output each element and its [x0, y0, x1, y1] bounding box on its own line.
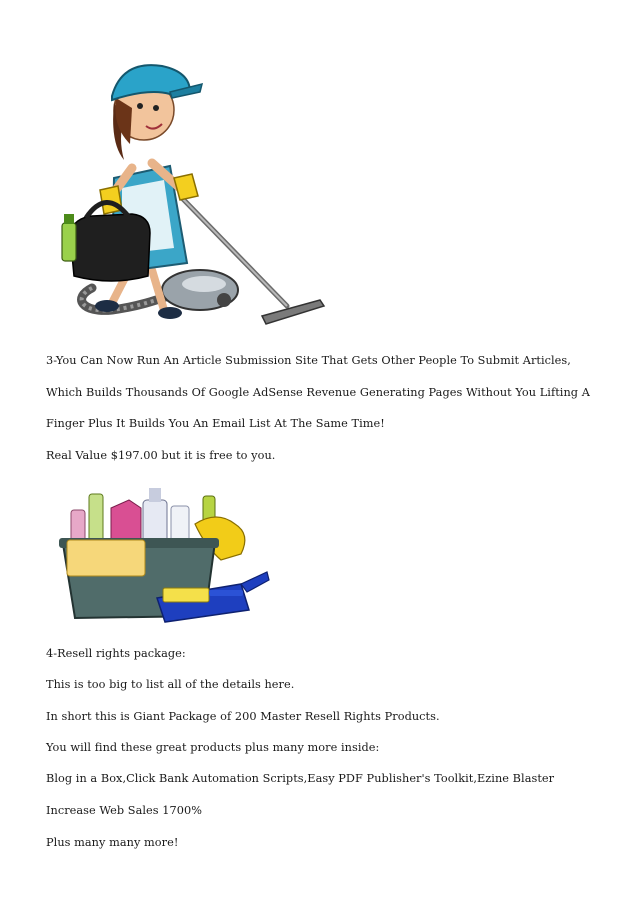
- section3-line2: Which Builds Thousands Of Google AdSense Revenue Generating Pages Without You Lifting A: [46, 386, 590, 399]
- woman-vacuuming-illustration: [52, 48, 332, 336]
- section4-paragraph-6: Plus many many more!: [46, 836, 179, 849]
- section4-paragraph-1: This is too big to list all of the details here.: [46, 678, 295, 691]
- section4-paragraph-3: You will find these great products plus many more inside:: [46, 741, 380, 754]
- section4-paragraph-4: Blog in a Box,Click Bank Automation Scripts,Easy PDF Publisher's Toolkit,Ezine Blaster: [46, 772, 555, 785]
- section4-heading: 4-Resell rights package:: [46, 647, 186, 660]
- section3-value: Real Value $197.00 but it is free to you.: [46, 449, 276, 462]
- section4-paragraph-2: In short this is Giant Package of 200 Master Resell Rights Products.: [46, 710, 440, 723]
- cleaning-supplies-bucket-illustration: [45, 480, 271, 630]
- section3-line1: 3-You Can Now Run An Article Submission Site That Gets Other People To Submit Articles,: [46, 354, 571, 367]
- section4-paragraph-5: Increase Web Sales 1700%: [46, 804, 203, 817]
- section3-line3: Finger Plus It Builds You An Email List At The Same Time!: [46, 417, 385, 430]
